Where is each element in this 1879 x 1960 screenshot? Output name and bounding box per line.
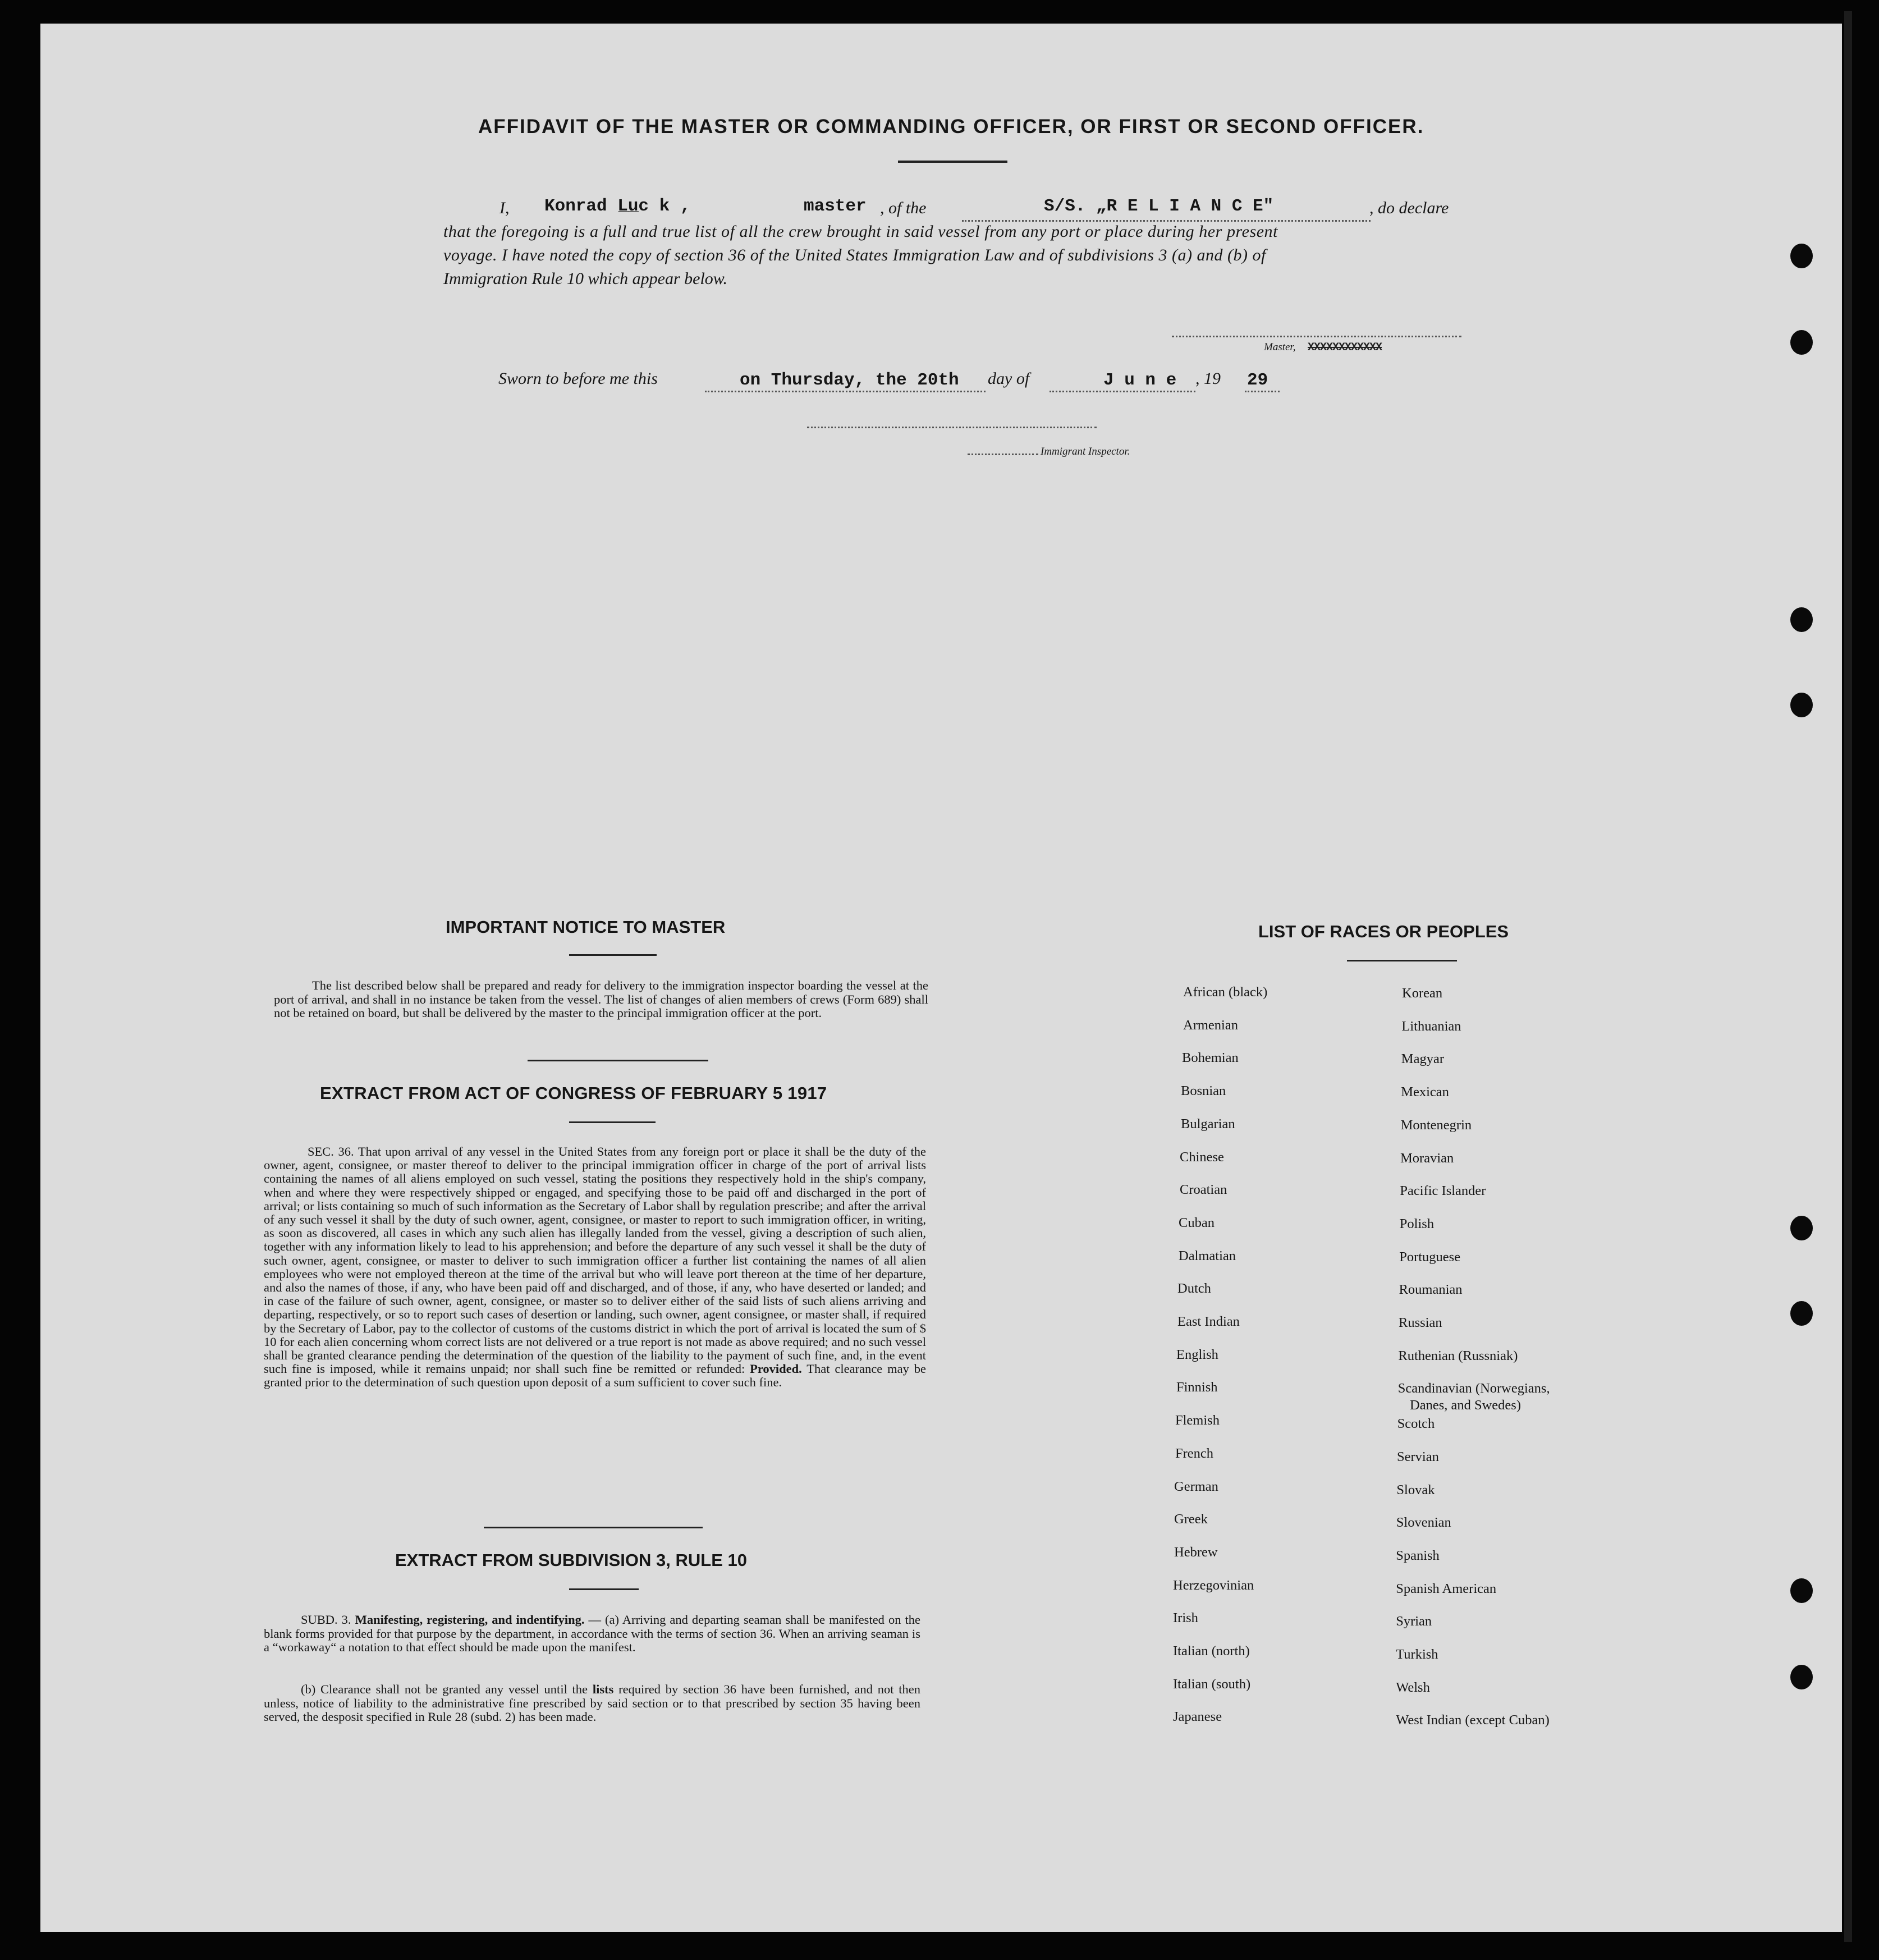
race-item: Dutch — [1177, 1281, 1211, 1297]
race-item: Montenegrin — [1400, 1117, 1472, 1133]
year-suffix: 29 — [1247, 370, 1268, 390]
divider — [569, 1588, 639, 1590]
punch-hole — [1790, 693, 1813, 717]
race-item: Flemish — [1175, 1413, 1220, 1428]
punch-hole — [1790, 1578, 1813, 1603]
punch-hole — [1790, 1216, 1813, 1240]
master-name: Konrad L̲u̲c k , — [544, 196, 691, 216]
act-provided: Provided. — [750, 1362, 802, 1376]
affidavit-i: I, — [499, 199, 510, 217]
year-prefix: , 19 — [1195, 369, 1221, 388]
divider — [1347, 960, 1457, 961]
race-item: Danes, and Swedes) — [1410, 1398, 1521, 1413]
race-item: Irish — [1173, 1610, 1198, 1626]
race-item: Japanese — [1173, 1709, 1222, 1725]
act-text-end: That clearance may be granted prior to the determination of such question upon deposit of a sum sufficient to cover such fine. — [264, 1362, 927, 1390]
race-item: Russian — [1399, 1315, 1442, 1330]
rule10-text-b — [264, 1683, 920, 1724]
race-item: Portuguese — [1399, 1249, 1461, 1265]
vessel-name: S/S. „R E L I A N C E" — [1044, 196, 1274, 216]
page-edge — [1844, 11, 1852, 1942]
race-item: Greek — [1174, 1512, 1208, 1527]
race-item: Cuban — [1179, 1215, 1215, 1230]
day-of-text: day of — [988, 369, 1030, 388]
race-item: Bosnian — [1181, 1083, 1226, 1099]
race-item: Chinese — [1180, 1149, 1224, 1165]
punch-hole — [1790, 330, 1813, 355]
year-line — [1245, 391, 1280, 392]
race-item: West Indian (except Cuban) — [1396, 1712, 1550, 1728]
subd-text-b-lists: lists — [592, 1682, 614, 1696]
race-item: Turkish — [1396, 1647, 1438, 1662]
of-the-text: , of the — [880, 199, 927, 217]
punch-hole — [1790, 244, 1813, 268]
race-item: Roumanian — [1399, 1282, 1463, 1298]
race-item: Croatian — [1180, 1182, 1227, 1198]
race-item: Slovak — [1396, 1482, 1435, 1498]
divider — [484, 1527, 703, 1528]
race-item: Hebrew — [1174, 1544, 1218, 1560]
divider — [569, 1121, 656, 1123]
subd-text-b-rest: required by section 36 have been furnished, and not then unless, notice of liability to the administrative fine prescribed by said section or to that prescribed by section 35 having been served, the desposit specified in Rule 28 (subd. 2) has been made. — [264, 1682, 921, 1724]
race-item: Welsh — [1396, 1679, 1430, 1695]
race-item: Armenian — [1183, 1017, 1238, 1033]
notice-title: IMPORTANT NOTICE TO MASTER — [446, 917, 726, 937]
rule10-title: EXTRACT FROM SUBDIVISION 3, RULE 10 — [395, 1550, 747, 1570]
act-title: EXTRACT FROM ACT OF CONGRESS OF FEBRUARY 5 1917 — [320, 1083, 827, 1103]
race-item: Slovenian — [1396, 1515, 1451, 1531]
sworn-day: on Thursday, the 20th — [740, 370, 959, 390]
do-declare-text: , do declare — [1369, 199, 1449, 217]
inspector-signature-line-2 — [968, 454, 1038, 455]
race-item: Syrian — [1396, 1614, 1432, 1629]
master-capacity: master — [804, 196, 867, 216]
inspector-signature-line-1 — [807, 427, 1097, 428]
race-item: Italian (north) — [1173, 1643, 1250, 1659]
race-item: Finnish — [1176, 1380, 1218, 1395]
race-item: East Indian — [1177, 1314, 1240, 1329]
race-item: German — [1174, 1478, 1218, 1494]
race-item: Scandinavian (Norwegians, — [1397, 1381, 1550, 1396]
affidavit-line-2: that the foregoing is a full and true list of all the crew brought in said vessel from any port or place during her present — [443, 222, 1278, 241]
race-item: Ruthenian (Russniak) — [1398, 1348, 1518, 1363]
notice-text: The list described below shall be prepared and ready for delivery to the immigration inspector boarding the vessel at the port of arrival, and shall in no instance be taken from the vessel. The list of changes of alien members of crews (Form 689) shall not be retained on board, but shall be delivered by the master to the principal immigration officer at the port. — [274, 978, 928, 1020]
races-title: LIST OF RACES OR PEOPLES — [1258, 922, 1509, 941]
master-signature-line — [1172, 336, 1461, 337]
affidavit-title: AFFIDAVIT OF THE MASTER OR COMMANDING OFFICER, OR FIRST OR SECOND OFFICER. — [478, 116, 1424, 138]
divider — [528, 1060, 708, 1061]
race-item: Magyar — [1401, 1051, 1444, 1067]
master-label: Master, — [1264, 341, 1296, 353]
race-item: Scotch — [1397, 1416, 1435, 1432]
inspector-label: Immigrant Inspector. — [1041, 446, 1130, 457]
subd-text-a: — (a) Arriving and departing seaman shall be manifested on the blank forms provided for that purpose by the department, in accordance with the terms of section 36. When an arriving seaman is a “workaway“ a notation to that effect should be made upon the manifest. — [264, 1613, 920, 1655]
race-item: Lithuanian — [1401, 1018, 1461, 1034]
sworn-prefix: Sworn to before me this — [498, 369, 658, 388]
race-item: Servian — [1397, 1449, 1439, 1464]
sworn-month: J u n e — [1103, 370, 1177, 390]
act-text-main: SEC. 36. That upon arrival of any vessel in the United States from any foreign port or place it shall be the duty of the owner, agent, consignee, or master thereof to deliver to the principal immigration officer in charge of the port of arrival lists containing the names of all aliens employed on such vessel, stating the positions they respectively hold in the ship's company, when and where they were respectively shipped or engaged, and specifying those to be paid off and discharged in the port of arrival; or lists containing so much of such information as the Secretary of Labor shall by regulation prescribe; and after the arrival of any such vessel it shall by the duty of such owner, agent, consignee, or master to report to such immigration officer, in writing, as soon as discovered, all cases in which any such alien has illegally landed from the vessel, giving a description of such alien, together with any information likely to lead to his apprehension; and before the departure of any such vessel it shall be the duty of such owner, agent, consignee, or master to deliver to such immigration officer a further list containing the names of all alien employees who were not employed thereon at the time of the arrival but who will leave port thereon at the time of her departure, and also the names of those, if any, who have been paid off and discharged, and of those, if any, who have deserted or landed; and in case of the failure of such owner, agent, consignee, or master so to deliver either of the said lists of such aliens arriving and departing, respectively, or so to report such cases of desertion or landing, such owner, agent consignee, or master shall, if required by the Secretary of Labor, pay to the collector of customs of the customs district in which the port of arrival is located the sum of $ 10 for each alien concerning whom correct lists are not delivered or a true report is not made as above required; and no such vessel shall be granted clearance pending the determination of the question of the liability to the payment of such fine, and, in the event such fine is imposed, while it remains unpaid; nor shall such fine be remitted or refunded: — [264, 1144, 926, 1376]
punch-hole — [1790, 607, 1813, 632]
subd-heading: Manifesting, registering, and indentifying. — [355, 1613, 585, 1627]
act-text — [264, 1145, 926, 1390]
race-item: Herzegovinian — [1173, 1577, 1254, 1593]
race-item: Mexican — [1401, 1084, 1449, 1100]
race-item: Polish — [1399, 1216, 1435, 1231]
master-struck-text: XXXXXXXXXXXX — [1308, 341, 1382, 354]
race-item: Pacific Islander — [1400, 1183, 1486, 1199]
sworn-day-line — [705, 391, 986, 392]
affidavit-line-4: Immigration Rule 10 which appear below. — [443, 269, 728, 288]
subd-prefix: SUBD. 3. — [301, 1613, 351, 1627]
divider — [898, 161, 1007, 163]
sworn-month-line — [1050, 391, 1195, 392]
race-item: Bohemian — [1182, 1050, 1239, 1066]
rule10-text-a — [264, 1613, 920, 1655]
race-item: Italian (south) — [1173, 1676, 1251, 1692]
vessel-line — [962, 220, 1371, 222]
subd-text-b-prefix: (b) Clearance shall not be granted any vessel until the — [301, 1682, 588, 1696]
race-item: Moravian — [1400, 1150, 1454, 1166]
race-item: Dalmatian — [1179, 1248, 1236, 1263]
divider — [569, 954, 657, 956]
race-item: Spanish — [1396, 1547, 1440, 1563]
affidavit-line-3: voyage. I have noted the copy of section 36 of the United States Immigration Law and of subdivisions 3 (a) and (b) of — [443, 246, 1266, 264]
race-item: English — [1176, 1347, 1218, 1362]
race-item: Korean — [1402, 986, 1443, 1001]
punch-hole — [1790, 1665, 1813, 1689]
race-item: African (black) — [1183, 984, 1268, 1000]
race-item: Spanish American — [1396, 1581, 1497, 1596]
punch-hole — [1790, 1301, 1813, 1326]
race-item: French — [1175, 1445, 1214, 1461]
race-item: Bulgarian — [1181, 1116, 1235, 1132]
